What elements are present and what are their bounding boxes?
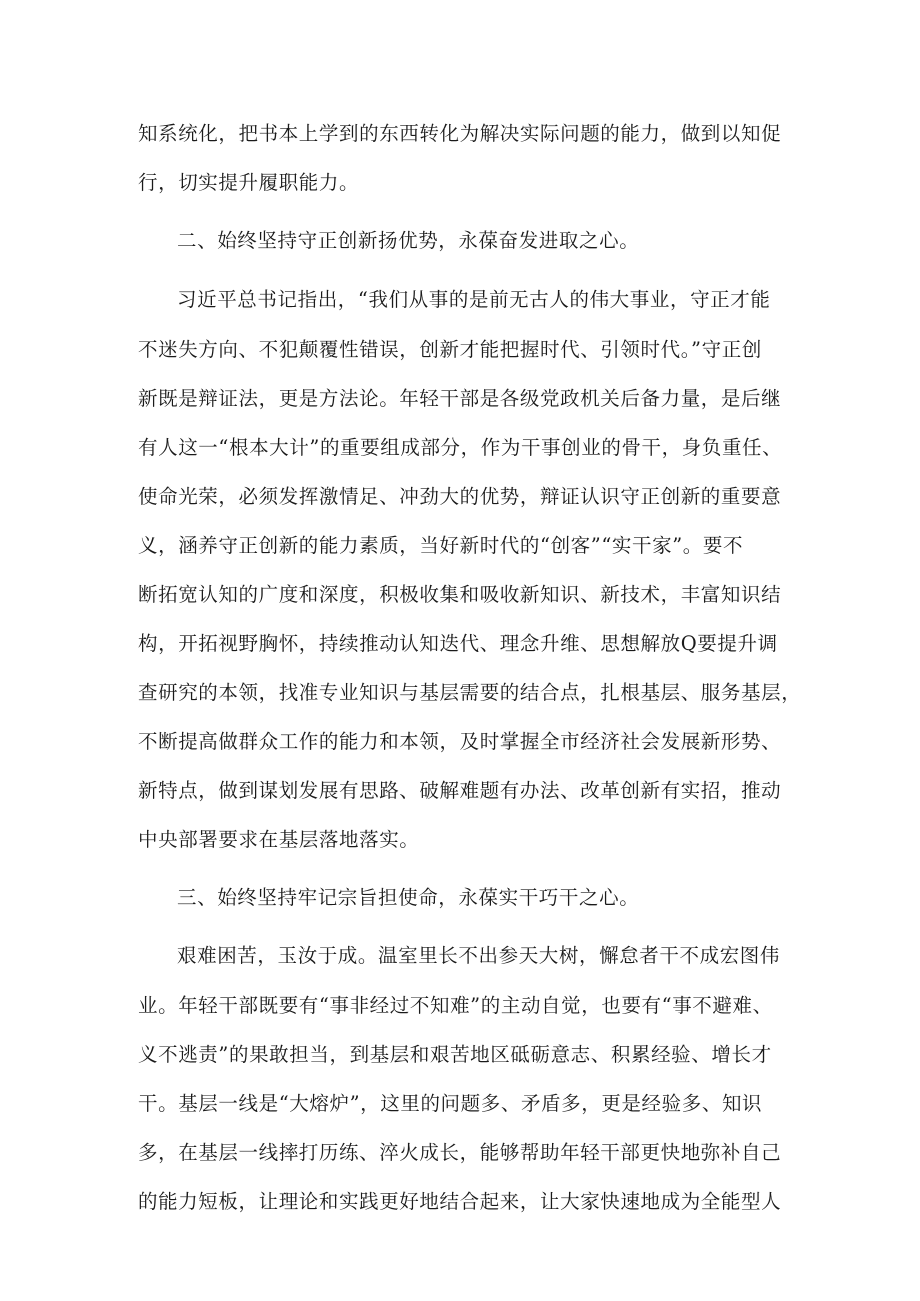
- text-line: 新特点，做到谋划发展有思路、破解难题有办法、改革创新有实招，推动: [138, 779, 782, 802]
- text-line: 义，涵养守正创新的能力素质，当好新时代的“创客”“实干家”。要不: [138, 534, 744, 557]
- section-heading: 三、始终坚持牢记宗旨担使命，永葆实干巧干之心。: [177, 886, 640, 909]
- text-line: 断拓宽认知的广度和深度，积极收集和吸收新知识、新技术，丰富知识结: [138, 583, 782, 606]
- text-line: 业。年轻干部既要有“事非经过不知难”的主动自觉，也要有“事不避难、: [138, 994, 773, 1017]
- text-line: 新既是辩证法，更是方法论。年轻干部是各级党政机关后备力量，是后继: [138, 387, 782, 410]
- text-line: 知系统化，把书本上学到的东西转化为解决实际问题的能力，做到以知促: [138, 122, 782, 145]
- text-line: 不断提高做群众工作的能力和本领，及时掌握全市经济社会发展新形势、: [138, 730, 782, 753]
- section-heading: 二、始终坚持守正创新扬优势，永葆奋发进取之心。: [177, 229, 640, 252]
- text-line: 多，在基层一线摔打历练、淬火成长，能够帮助年轻干部更快地弥补自己: [138, 1141, 782, 1164]
- text-line: 查研究的本领，找准专业知识与基层需要的结合点，扎根基层、服务基层，: [138, 681, 802, 704]
- text-line: 不迷失方向、不犯颠覆性错误，创新才能把握时代、引领时代。”守正创: [138, 338, 762, 361]
- text-line: 习近平总书记指出，“我们从事的是前无古人的伟大事业，守正才能: [177, 288, 771, 311]
- text-line: 干。基层一线是“大熔炉”，这里的问题多、矛盾多，更是经验多、知识: [138, 1092, 763, 1115]
- text-line: 构，开拓视野胸怀，持续推动认知迭代、理念升维、思想解放Q要提升调: [138, 632, 778, 655]
- text-line: 有人这一“根本大计”的重要组成部分，作为干事创业的骨干，身负重任、: [138, 436, 783, 459]
- text-line: 使命光荣，必须发挥激情足、冲劲大的优势，辩证认识守正创新的重要意: [138, 485, 782, 508]
- text-line: 艰难困苦，玉汝于成。温室里长不出参天大树，懈怠者干不成宏图伟: [177, 944, 781, 967]
- text-line: 义不逃责”的果敢担当，到基层和艰苦地区砥砺意志、积累经验、增长才: [138, 1043, 772, 1066]
- text-line: 中央部署要求在基层落地落实。: [138, 828, 420, 851]
- text-line: 行，切实提升履职能力。: [138, 171, 360, 194]
- text-line: 的能力短板，让理论和实践更好地结合起来，让大家快速地成为全能型人: [138, 1190, 782, 1213]
